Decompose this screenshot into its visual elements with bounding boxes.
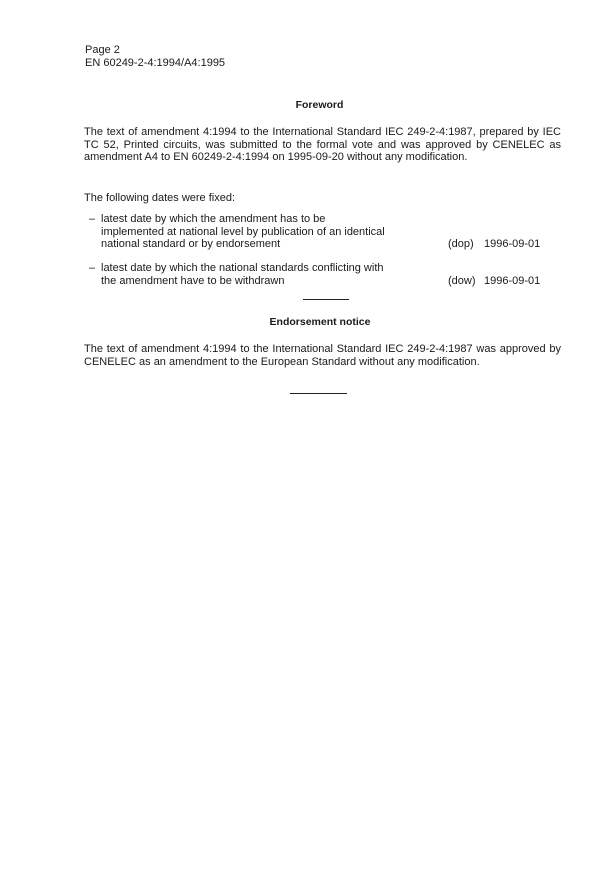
dates-intro: The following dates were fixed: — [84, 192, 236, 204]
date-code: (dop) — [448, 238, 474, 250]
section-divider — [303, 299, 349, 300]
list-dash: – — [89, 262, 96, 274]
date-code: (dow) — [448, 274, 476, 287]
date-value: 1996-09-01 — [484, 238, 541, 250]
foreword-heading: Foreword — [295, 99, 344, 111]
page-number: Page 2 — [85, 44, 120, 56]
date-item-dop — [89, 213, 561, 251]
date-value: 1996-09-01 — [484, 274, 541, 287]
endorsement-paragraph: The text of amendment 4:1994 to the International Standard IEC 249-2-4:1987 was approved by CENELEC as an amendment to the European Standard without any modification. — [84, 343, 561, 368]
date-item-text: latest date by which the national standards conflicting with the amendment have to be withdrawn — [101, 262, 384, 287]
date-item-text: latest date by which the amendment has to be implemented at national level by publication of an identical national standard or by endorsement — [101, 213, 385, 250]
date-item-dow — [89, 262, 561, 287]
page-header — [85, 44, 225, 70]
list-dash: – — [89, 213, 96, 225]
endorsement-heading: Endorsement notice — [269, 316, 371, 328]
foreword-paragraph: The text of amendment 4:1994 to the International Standard IEC 249-2-4:1987, prepared by IEC TC 52, Printed circuits, was submitted to the formal vote and was approved by CENELEC as amendment A4 to EN 60249-2-4:1994 on 1995-09-20 without any modification. — [84, 126, 561, 163]
document-reference: EN 60249-2-4:1994/A4:1995 — [85, 57, 226, 69]
end-divider — [290, 393, 347, 394]
